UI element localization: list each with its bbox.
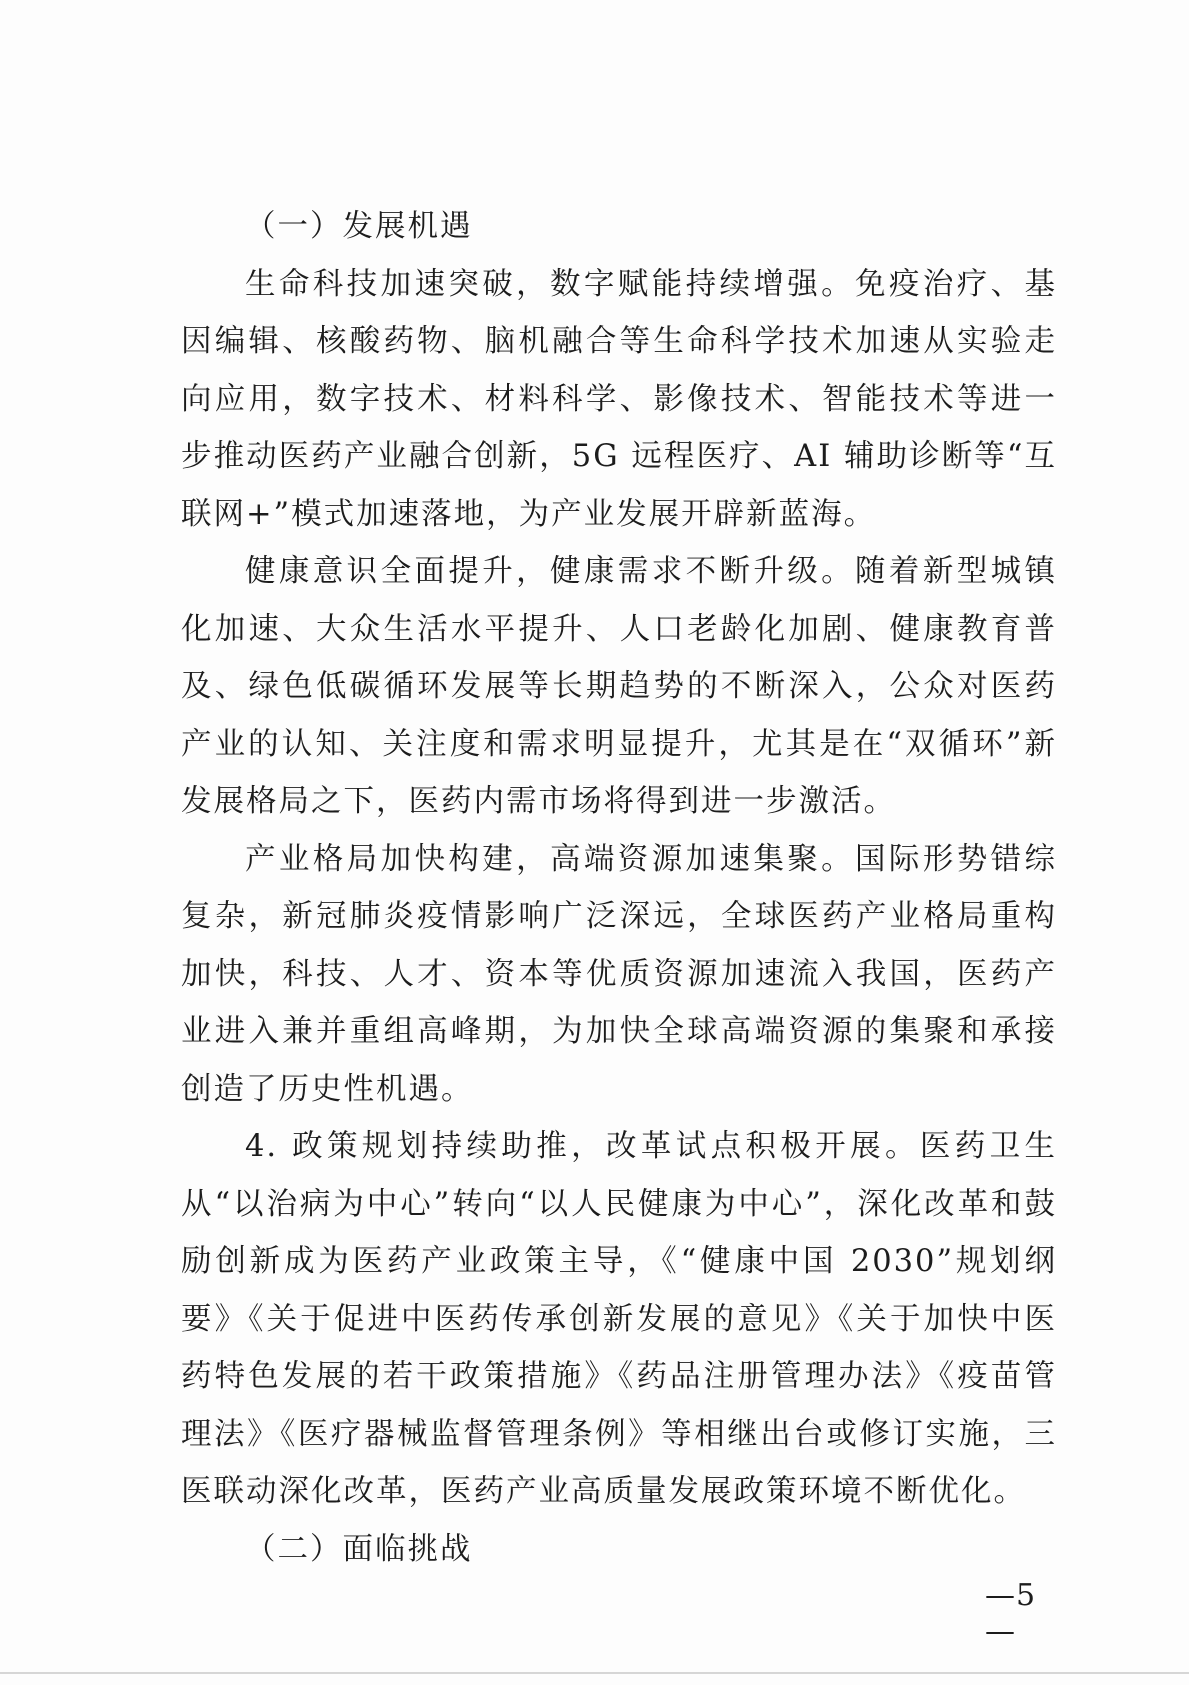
document-body — [181, 198, 1057, 1578]
scan-edge-line — [0, 1672, 1189, 1674]
page-number: —5— — [985, 1578, 1037, 1649]
paragraph-policy-planning: 4. 政策规划持续助推，改革试点积极开展。医药卫生从“以治病为中心”转向“以人民健康为中心”，深化改革和鼓励创新成为医药产业政策主导，《“健康中国 2030”规划纲要》《关于促进中医药传承创新发展的意见》《关于加快中医药特色发展的若干政策措施》《药品注册管理办法》《疫苗管理法》《医疗器械监督管理条例》等相继出台或修订实施，三医联动深化改革，医药产业高质量发展政策环境不断优化。 — [181, 1129, 1057, 1509]
section-heading-opportunities: （一）发展机遇 — [245, 209, 473, 244]
paragraph-life-science: 生命科技加速突破，数字赋能持续增强。免疫治疗、基因编辑、核酸药物、脑机融合等生命科学技术加速从实验走向应用，数字技术、材料科学、影像技术、智能技术等进一步推动医药产业融合创新，5G 远程医疗、AI 辅助诊断等“互联网+”模式加速落地，为产业发展开辟新蓝海。 — [181, 266, 1057, 532]
paragraph-health-awareness: 健康意识全面提升，健康需求不断升级。随着新型城镇化加速、大众生活水平提升、人口老龄化加剧、健康教育普及、绿色低碳循环发展等长期趋势的不断深入，公众对医药产业的认知、关注度和需求明显提升，尤其是在“双循环”新发展格局之下，医药内需市场将得到进一步激活。 — [181, 554, 1057, 819]
section-heading-challenges: （二）面临挑战 — [245, 1531, 473, 1567]
paragraph-industry-structure: 产业格局加快构建，高端资源加速集聚。国际形势错综复杂，新冠肺炎疫情影响广泛深远，全球医药产业格局重构加快，科技、人才、资本等优质资源加速流入我国，医药产业进入兼并重组高峰期，为加快全球高端资源的集聚和承接创造了历史性机遇。 — [181, 841, 1057, 1107]
